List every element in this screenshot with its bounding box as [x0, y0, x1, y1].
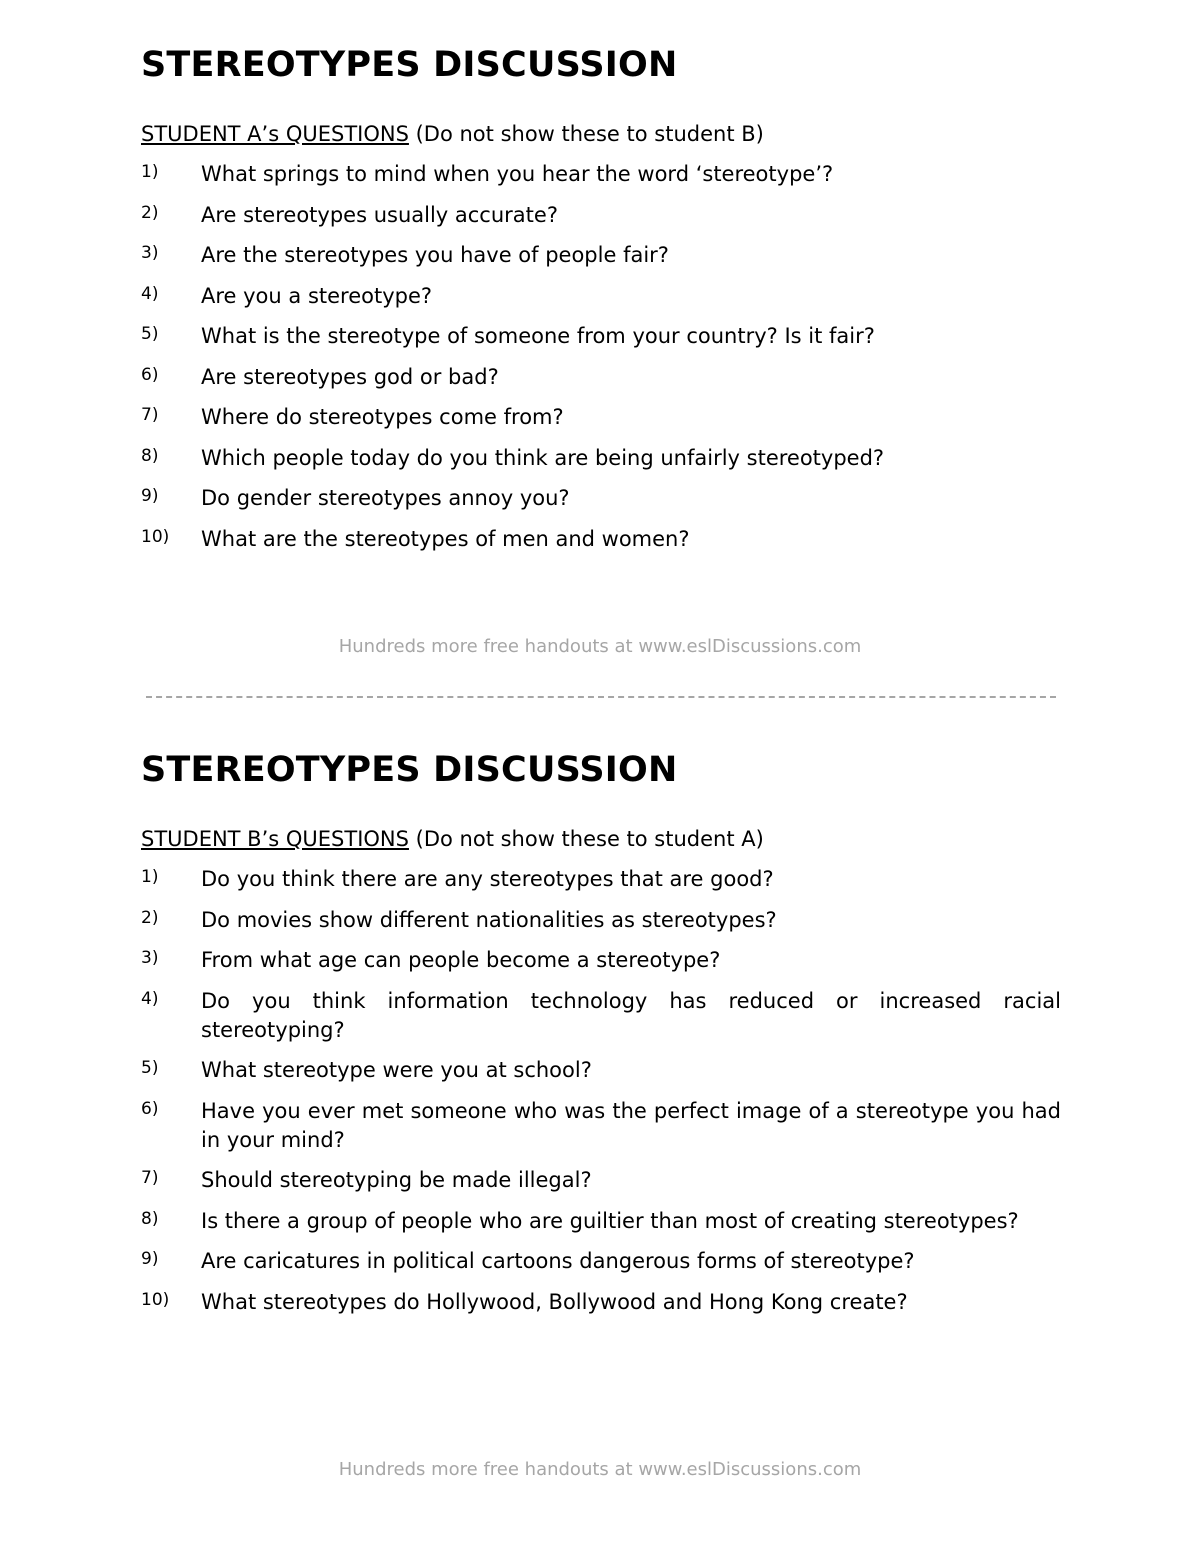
- question-item: [141, 282, 1061, 311]
- question-number: 10): [141, 526, 170, 547]
- question-number: 6): [141, 1098, 159, 1119]
- question-item: [141, 241, 1061, 270]
- question-text: Are the stereotypes you have of people fair?: [201, 243, 669, 267]
- question-text: What stereotype were you at school?: [201, 1058, 592, 1082]
- question-number: 8): [141, 1208, 159, 1229]
- question-item: [141, 1097, 1061, 1155]
- question-text: Have you ever met someone who was the perfect image of a stereotype you had in your mind?: [201, 1098, 1061, 1152]
- page-title: STEREOTYPES DISCUSSION: [141, 45, 678, 85]
- question-number: 3): [141, 243, 159, 263]
- question-item: [141, 444, 1061, 473]
- question-number: 2): [141, 907, 159, 928]
- question-item: [141, 1288, 1061, 1317]
- question-text: Are caricatures in political cartoons dangerous forms of stereotype?: [201, 1249, 915, 1273]
- question-item: [141, 484, 1061, 513]
- question-text: What springs to mind when you hear the word ‘stereotype’?: [201, 162, 834, 186]
- question-item: [141, 987, 1061, 1045]
- footer-link-text: Hundreds more free handouts at www.eslDiscussions.com: [338, 1459, 862, 1480]
- question-text: Where do stereotypes come from?: [201, 405, 564, 429]
- question-text: Do gender stereotypes annoy you?: [201, 486, 570, 510]
- subtitle-note: (Do not show these to student B): [408, 122, 764, 146]
- question-text: Which people today do you think are being unfairly stereotyped?: [201, 445, 885, 470]
- question-list: [141, 865, 1061, 1317]
- question-text: Do you think information technology has reduced or increased racial stereotyping?: [201, 988, 1061, 1042]
- question-number: 2): [141, 202, 159, 223]
- question-item: [141, 525, 1061, 554]
- question-text: Are you a stereotype?: [201, 283, 433, 308]
- question-text: Do you think there are any stereotypes that are good?: [201, 867, 774, 891]
- question-item: [141, 403, 1061, 432]
- question-number: 1): [141, 867, 159, 887]
- question-text: What stereotypes do Hollywood, Bollywood and Hong Kong create?: [201, 1289, 908, 1314]
- question-number: 9): [141, 1249, 159, 1269]
- question-text: Should stereotyping be made illegal?: [201, 1168, 592, 1192]
- question-item: [141, 1247, 1061, 1276]
- question-text: What are the stereotypes of men and women?: [201, 526, 690, 551]
- question-item: [141, 1166, 1061, 1195]
- question-item: [141, 946, 1061, 975]
- question-item: [141, 363, 1061, 392]
- subtitle-label: STUDENT B’s QUESTIONS: [141, 827, 409, 851]
- question-text: From what age can people become a stereotype?: [201, 948, 721, 972]
- question-item: [141, 201, 1061, 230]
- question-number: 7): [141, 405, 159, 425]
- question-number: 4): [141, 283, 159, 304]
- question-text: Do movies show different nationalities as stereotypes?: [201, 907, 777, 932]
- question-item: [141, 160, 1061, 189]
- section-subtitle: [141, 825, 1061, 853]
- question-number: 6): [141, 364, 159, 385]
- question-number: 5): [141, 324, 159, 344]
- page-title: STEREOTYPES DISCUSSION: [141, 750, 678, 790]
- question-text: Are stereotypes usually accurate?: [201, 202, 558, 227]
- question-number: 10): [141, 1289, 170, 1310]
- question-item: [141, 865, 1061, 894]
- question-number: 1): [141, 162, 159, 182]
- question-text: Are stereotypes god or bad?: [201, 364, 499, 389]
- question-number: 8): [141, 445, 159, 466]
- question-number: 9): [141, 486, 159, 506]
- section-student-b: [141, 747, 1061, 1328]
- question-number: 7): [141, 1168, 159, 1188]
- question-item: [141, 1207, 1061, 1236]
- question-text: What is the stereotype of someone from your country? Is it fair?: [201, 324, 875, 348]
- subtitle-label: STUDENT A’s QUESTIONS: [141, 122, 409, 146]
- footer-link-text: Hundreds more free handouts at www.eslDiscussions.com: [338, 636, 862, 657]
- section-student-a: [141, 42, 1061, 565]
- question-item: [141, 322, 1061, 351]
- cut-divider: [146, 696, 1056, 698]
- question-list: [141, 160, 1061, 554]
- question-item: [141, 1056, 1061, 1085]
- question-number: 3): [141, 948, 159, 968]
- question-text: Is there a group of people who are guiltier than most of creating stereotypes?: [201, 1208, 1019, 1233]
- subtitle-note: (Do not show these to student A): [408, 827, 764, 851]
- section-subtitle: [141, 120, 1061, 148]
- question-number: 5): [141, 1058, 159, 1078]
- question-item: [141, 906, 1061, 935]
- question-number: 4): [141, 988, 159, 1009]
